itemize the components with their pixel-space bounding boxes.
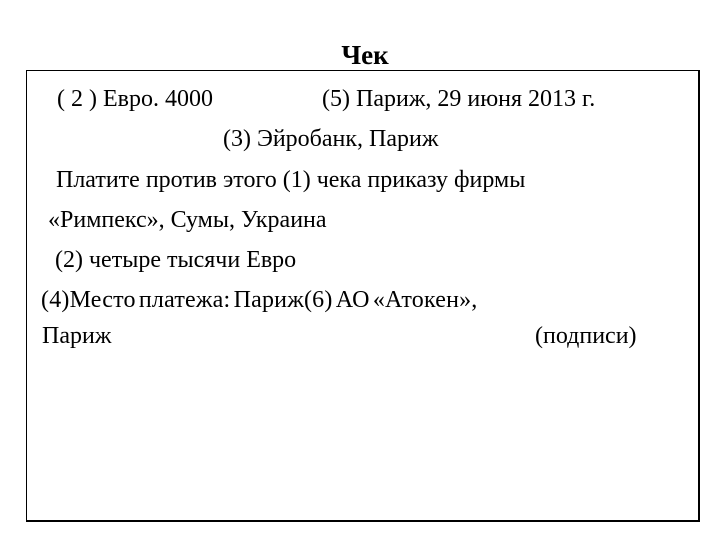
amount-header: ( 2 ) Евро. 4000	[57, 86, 213, 112]
place-date: (5) Париж, 29 июня 2013 г.	[322, 86, 596, 112]
signatures-label: (подписи)	[535, 323, 637, 349]
drawer-city: Париж	[42, 323, 112, 349]
drawee-bank: (3) Эйробанк, Париж	[223, 126, 439, 152]
payee-name: «Римпекс», Сумы, Украина	[48, 207, 327, 233]
order-clause: Платите против этого (1) чека приказу фирмы	[56, 167, 526, 193]
check-title: Чек	[341, 40, 389, 70]
amount-in-words: (2) четыре тысячи Евро	[55, 247, 297, 273]
payment-place: (4)Место платежа: Париж(6) АО «Атокен»,	[41, 287, 478, 313]
